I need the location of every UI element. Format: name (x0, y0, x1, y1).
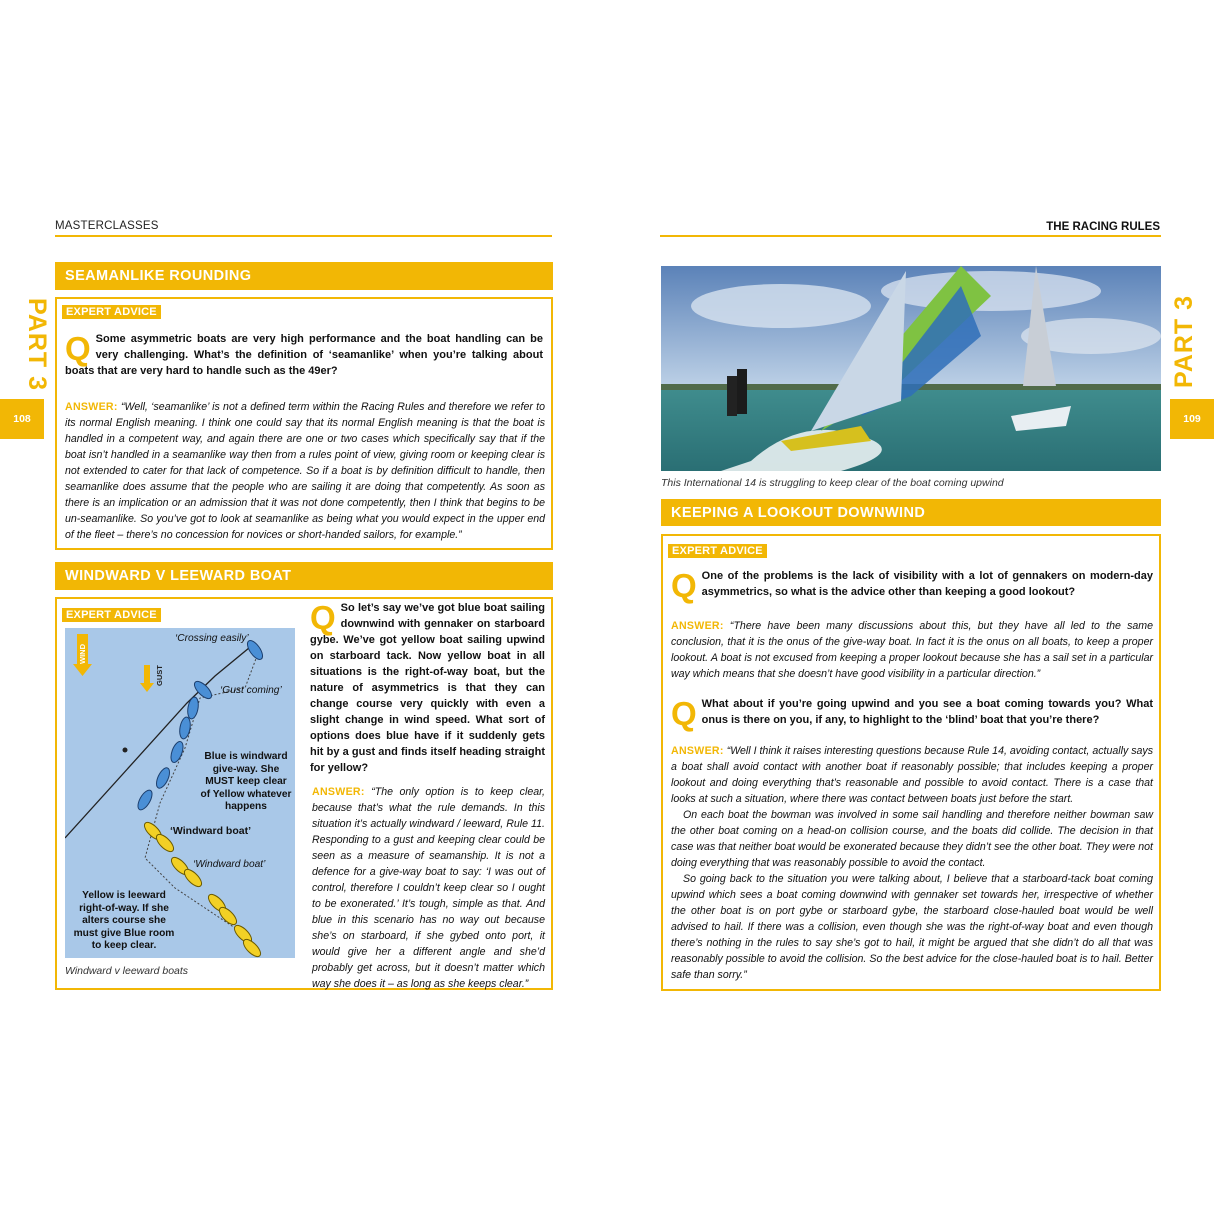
running-title-right: THE RACING RULES (1046, 221, 1160, 233)
blue-note: Blue is windward give-way. She MUST keep clear of Yellow whatever happens (200, 751, 292, 812)
page-number-right: 109 (1170, 399, 1214, 439)
wind-arrow-head (73, 664, 92, 676)
section-title-windward: WINDWARD V LEEWARD BOAT (55, 562, 553, 590)
crossing-easily-label: ‘Crossing easily’ (175, 633, 249, 644)
diagram-caption: Windward v leeward boats (65, 965, 189, 977)
answer-label: ANSWER: (312, 786, 365, 798)
sailing-photo (661, 266, 1161, 471)
mark-dot (123, 748, 128, 753)
answer-text: “There have been many discussions about this, but they have all led to the same conclusion, that it is the onus of the give-way boat. In fact it is the onus on all boats, to keep a proper lookout. A boat is not excused from keeping a proper lookout because she has a sail set in a particular way which means that she doesn’t have good visibility in a particular direction.” (671, 620, 1153, 680)
expert-advice-tag: EXPERT ADVICE (668, 544, 767, 558)
answer-lookout-1 (671, 618, 1153, 682)
yellow-note: Yellow is leeward right-of-way. If she alters course she must give Blue room to keep clear. (73, 890, 175, 951)
question-lookout-2 (671, 695, 1153, 732)
gust-label: GUST (155, 665, 164, 686)
expert-advice-box-lookout (661, 534, 1161, 991)
expert-advice-box-seamanlike (55, 297, 553, 550)
question-text: What about if you’re going upwind and you see a boat coming towards you? What onus is there on you, if any, to highlight to the ‘blind’ boat that you’re there? (701, 698, 1153, 726)
photo-caption: This International 14 is struggling to keep clear of the boat coming upwind (661, 477, 1004, 489)
header-rule-right (660, 235, 1161, 237)
question-lookout-1 (671, 567, 1153, 604)
header-rule-left (55, 235, 552, 237)
part-label-left: PART 3 (23, 298, 51, 392)
wind-label: WIND (78, 644, 87, 664)
question-text: One of the problems is the lack of visibility with a lot of gennakers on modern-day asymmetrics, so what is the advice other than keeping a good lookout? (701, 570, 1153, 598)
question-windward (310, 600, 545, 776)
q-marker: Q (310, 599, 336, 636)
q-marker: Q (671, 695, 697, 732)
answer-label: ANSWER: (671, 745, 724, 757)
page-number-left: 108 (0, 399, 44, 439)
question-text: So let’s say we’ve got blue boat sailing downwind with gennaker on starboard gybe. We’ve got yellow boat sailing upwind on starboard tack. Now yellow boat in all situations is the right-of-way boat, but the nature of asymmetrics is that they can change course very quickly with even a slight change in wind speed. What sort of options does blue have if it suddenly gets hit by a gust and finds itself heading straight for yellow? (310, 602, 545, 774)
expert-advice-tag: EXPERT ADVICE (62, 305, 161, 319)
answer-text: “The only option is to keep clear, because that’s what the rule demands. In this situation it’s actually windward / leeward, Rule 11. Responding to a gust and keeping clear could be seen as a measure of seamanship. It is not a defence for a give-way boat to say: ‘I was out of control, therefore I couldn’t keep clear so I ought to be exonerated.’ It’s tough, simple as that. And blue in this scenario has no way out because she’s on starboard, if she gybed onto port, it would give her a different angle and she’d probably get across, but it doesn’t matter which way she does it – as long as she keeps clear.” (312, 786, 545, 990)
question-text: Some asymmetric boats are very high performance and the boat handling can be very challenging. What’s the definition of ‘seamanlike’ when you’re talking about boats that are very hard to handle such as the 49er? (65, 333, 543, 377)
expert-advice-box-windward (55, 597, 553, 990)
answer-lookout-2 (671, 743, 1153, 983)
answer-label: ANSWER: (671, 620, 724, 632)
answer-label: ANSWER: (65, 401, 118, 413)
running-title-left: MASTERCLASSES (55, 220, 159, 232)
answer-text: “Well, ‘seamanlike’ is not a defined term within the Racing Rules and therefore we refer to its normal English meaning. I think one could say that its normal English meaning is that the boat is handled in a competent way, and again there are one or two cases which specifically say that if the boat isn’t handled in a seamanlike way then from a rules point of view, giving room or keeping clear is not extended to cater for that lack of competence. So if a boat is by definition difficult to handle, then seamanlike does assume that the people who are sailing it are doing that competently. As soon as there is an implication or an admission that it was not done competently, then I think that begins to be un-seamanlike. So you’ve got to look at seamanlike as being what you would expect in the upper end of the fleet – there’s no concession for novices or short-handed sailors, for example.” (65, 401, 545, 541)
gust-coming-label: ‘Gust coming’ (220, 685, 282, 696)
windward-leeward-diagram (65, 628, 295, 958)
photo-illustration (661, 266, 1161, 471)
windward-boat-label-bold: ‘Windward boat’ (170, 825, 251, 837)
section-title-lookout: KEEPING A LOOKOUT DOWNWIND (661, 499, 1161, 526)
question-seamanlike (65, 331, 543, 379)
answer-seamanlike (65, 399, 545, 543)
answer-windward (312, 784, 545, 992)
answer-text-p1: “Well I think it raises interesting questions because Rule 14, avoiding contact, actually says a boat shall avoid contact with another boat if reasonably possible; that includes keeping a proper lookout and doing everything that’s reasonable and possible to avoid contact. There is a case that looks at such a situation, where there was contact between boats just before the start. (671, 745, 1153, 805)
answer-text-p2: On each boat the bowman was involved in some sail handling and therefore neither bowman saw the other boat coming on a head-on collision course, and the boats did collide. The decision in that case was that neither boat would be exonerated because they didn’t see the other boat. They were not doing everything that was reasonably possible to avoid the contact. (671, 809, 1153, 869)
part-label-right: PART 3 (1170, 294, 1198, 388)
answer-text-p3: So going back to the situation you were talking about, I believe that a starboard-tack boat coming upwind which sees a boat coming downwind with gennaker set towards her, irrespective of whether the other boat is on port gybe or starboard gybe, the starboard close-hauled boat would be well advised to hail. If there was a collision, even though she was the right-of-way boat and even though there’s nothing in the rules to say she’s got to hail, it might be argued that she didn’t do all that was reasonably possible to avoid the collision. So the best advice for the close-hauled boat is to hail. Better safe than sorry.” (671, 873, 1153, 981)
q-marker: Q (65, 330, 91, 367)
gust-arrow-head (140, 683, 154, 692)
expert-advice-tag: EXPERT ADVICE (62, 608, 161, 622)
gust-arrow-shaft (144, 665, 150, 683)
windward-boat-label-italic: ‘Windward boat’ (193, 859, 266, 870)
section-title-seamanlike: SEAMANLIKE ROUNDING (55, 262, 553, 290)
q-marker: Q (671, 567, 697, 604)
